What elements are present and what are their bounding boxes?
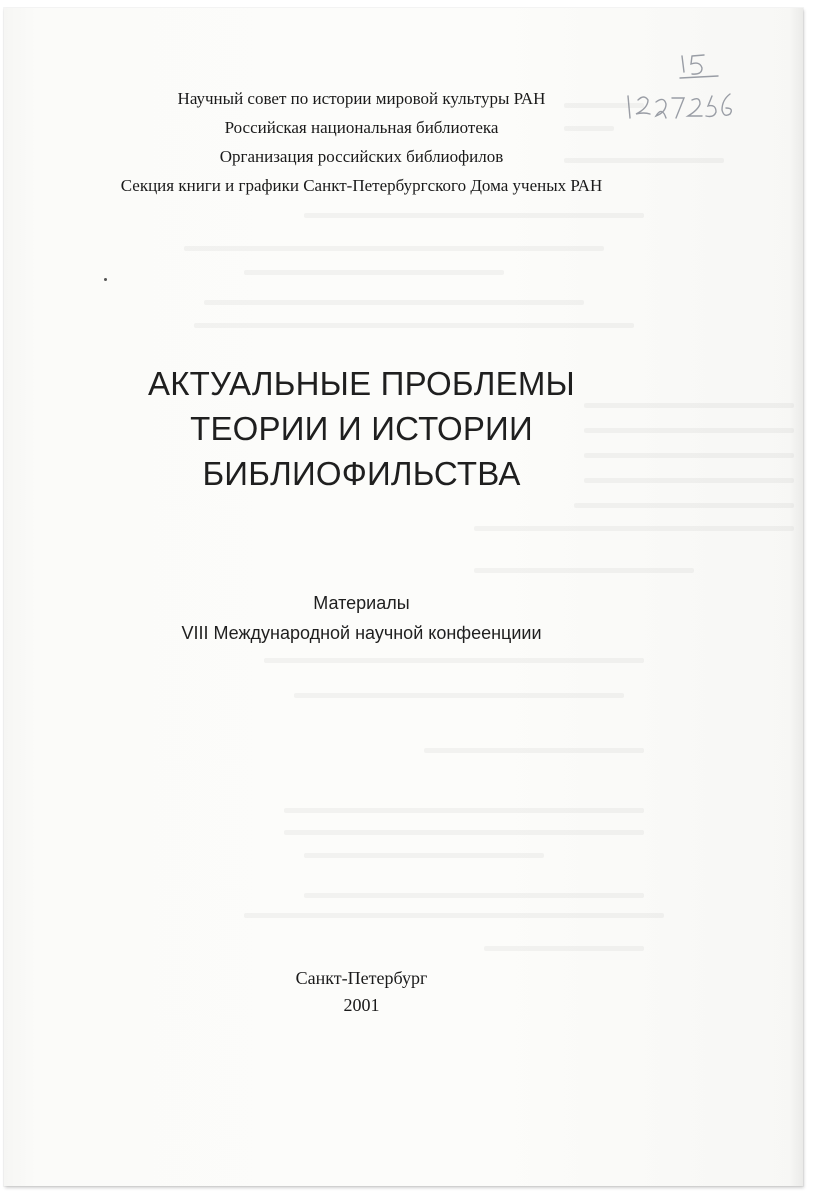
organization-line: Секция книги и графики Санкт-Петербургского Дома ученых РАН (120, 176, 603, 195)
imprint-city: Санкт-Петербург (295, 968, 428, 988)
imprint (4, 965, 719, 1019)
book-subtitle (4, 588, 719, 648)
subtitle-line: VIII Международной научной конфеенциии (181, 623, 542, 643)
title-line: ТЕОРИИ И ИСТОРИИ (190, 410, 533, 447)
organization-line: Научный совет по истории мировой культуры РАН (177, 89, 546, 108)
speck (104, 278, 107, 281)
organization-line: Российская национальная библиотека (224, 118, 499, 137)
title-line: БИБЛИОФИЛЬСТВА (202, 455, 521, 492)
title-line: АКТУАЛЬНЫЕ ПРОБЛЕМЫ (148, 365, 575, 402)
imprint-year: 2001 (343, 995, 380, 1015)
page-edge-shadow (789, 8, 803, 1186)
organizations-block (4, 84, 719, 200)
subtitle-line: Материалы (313, 593, 410, 613)
book-title (4, 361, 719, 496)
title-page (4, 8, 803, 1186)
organization-line: Организация российских библиофилов (219, 147, 504, 166)
